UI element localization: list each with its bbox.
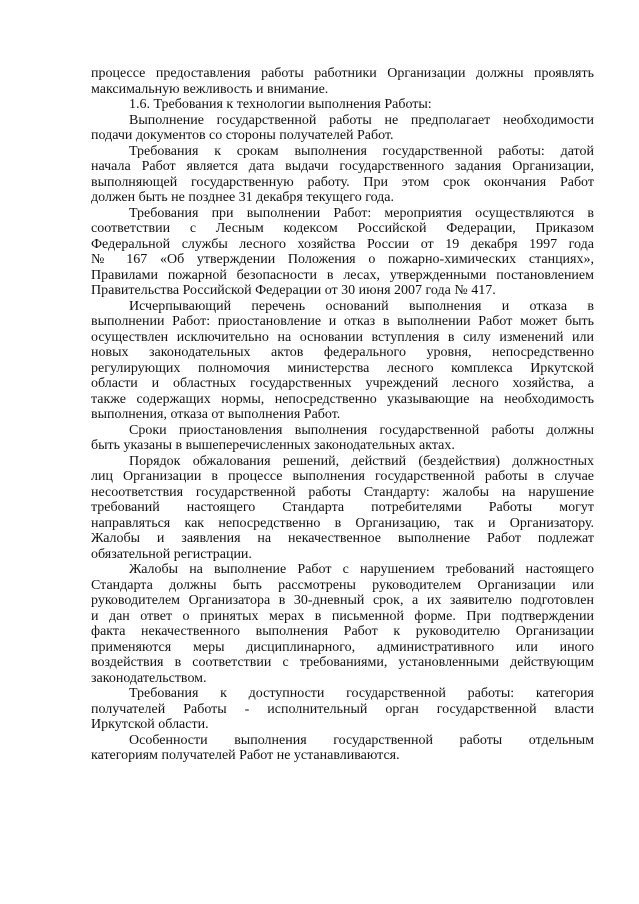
- text-line: максимальную вежливость и внимание.: [91, 81, 329, 97]
- text-line: Жалобы и заявления на некачественное выполнение Работ подлежат: [91, 531, 594, 546]
- text-line: области и областных государственных учреждений лесного хозяйства, а: [91, 376, 594, 391]
- text-line: выполняющей государственную работу. При этом срок окончания Работ: [91, 174, 594, 190]
- text-line: факта некачественного выполнения Работ к руководителю Организации: [91, 624, 594, 639]
- text-line: Правилами пожарной безопасности в лесах, утвержденными постановлением: [91, 267, 594, 283]
- text-line: несоответствия государственной работы Стандарту: жалобы на нарушение: [91, 484, 594, 500]
- text-line: Требования при выполнении Работ: мероприятия осуществляются в: [129, 205, 594, 221]
- paragraph: [91, 299, 594, 423]
- text-line: процессе предоставления работы работники Организации должны проявлять: [91, 66, 594, 81]
- paragraph: [91, 423, 594, 454]
- text-line: начала Работ является дата выдачи государственного задания Организации,: [91, 159, 594, 174]
- paragraph: [91, 66, 594, 97]
- text-line: требований настоящего Стандарта потребителями Работы могут: [91, 500, 594, 515]
- text-line: Требования к срокам выполнения государственной работы: датой: [129, 143, 594, 159]
- text-line: категориям получателей Работ не устанавливаются.: [91, 748, 400, 763]
- text-line: подачи документов со стороны получателей Работ.: [91, 128, 394, 143]
- text-line: 1.6. Требования к технологии выполнения Работы:: [129, 97, 432, 112]
- text-line: Выполнение государственной работы не предполагает необходимости: [129, 112, 594, 128]
- text-line: Иркутской области.: [91, 717, 209, 732]
- text-line: и дан ответ о принятых мерах в письменной форме. При подтверждении: [91, 608, 594, 624]
- text-line: воздействия в соответствии с требованиями, установленными действующим: [91, 655, 594, 670]
- paragraph: [91, 686, 594, 733]
- text-line: законодательством.: [91, 670, 207, 686]
- text-line: должен быть не позднее 31 декабря текущего года.: [91, 190, 395, 205]
- section-heading: [91, 97, 594, 113]
- text-line: № 167 «Об утверждении Положения о пожарно-химических станциях»,: [91, 252, 594, 267]
- document-page: [91, 66, 594, 764]
- text-line: применяются меры дисциплинарного, административного или иного: [91, 639, 594, 655]
- text-line: быть указаны в вышеперечисленных законодательных актах.: [91, 438, 455, 453]
- text-line: Требования к доступности государственной работы: категория: [129, 686, 594, 701]
- paragraph: [91, 733, 594, 764]
- text-line: лиц Организации в процессе выполнения государственной работы в случае: [91, 469, 594, 484]
- text-line: Сроки приостановления выполнения государственной работы должны: [129, 422, 594, 438]
- paragraph: [91, 562, 594, 686]
- text-line: соответствии с Лесным кодексом Российской Федерации, Приказом: [91, 221, 594, 236]
- text-line: Особенности выполнения государственной работы отдельным: [129, 732, 594, 748]
- text-line: выполнении Работ: приостановление и отказ в выполнении Работ может быть: [91, 314, 594, 329]
- text-line: получателей Работы - исполнительный орган государственной власти: [91, 701, 594, 717]
- paragraph: [91, 144, 594, 206]
- text-line: регулирующих полномочия министерства лесного комплекса Иркутской: [91, 360, 594, 376]
- text-line: новых законодательных актов федерального уровня, непосредственно: [91, 345, 594, 360]
- text-line: Исчерпывающий перечень оснований выполнения и отказа в: [129, 298, 594, 314]
- paragraph: [91, 113, 594, 144]
- text-line: осуществлен исключительно на основании вступления в силу изменений или: [91, 329, 594, 345]
- text-line: руководителем Организатора в 30-дневный срок, а их заявителю подготовлен: [91, 593, 594, 608]
- text-line: выполнения, отказа от выполнения Работ.: [91, 407, 341, 422]
- paragraph: [91, 454, 594, 563]
- text-line: направляться как непосредственно в Организацию, так и Организатору.: [91, 515, 594, 531]
- text-line: также содержащих нормы, непосредственно указывающие на необходимость: [91, 391, 594, 407]
- paragraph: [91, 206, 594, 299]
- text-line: обязательной регистрации.: [91, 546, 252, 562]
- text-line: Жалобы на выполнение Работ с нарушением требований настоящего: [129, 562, 594, 577]
- text-line: Федеральной службы лесного хозяйства России от 19 декабря 1997 года: [91, 236, 594, 252]
- text-line: Стандарта должны быть рассмотрены руководителем Организации или: [91, 577, 594, 593]
- text-line: Правительства Российской Федерации от 30 июня 2007 года № 417.: [91, 283, 496, 298]
- text-line: Порядок обжалования решений, действий (бездействия) должностных: [129, 453, 594, 469]
